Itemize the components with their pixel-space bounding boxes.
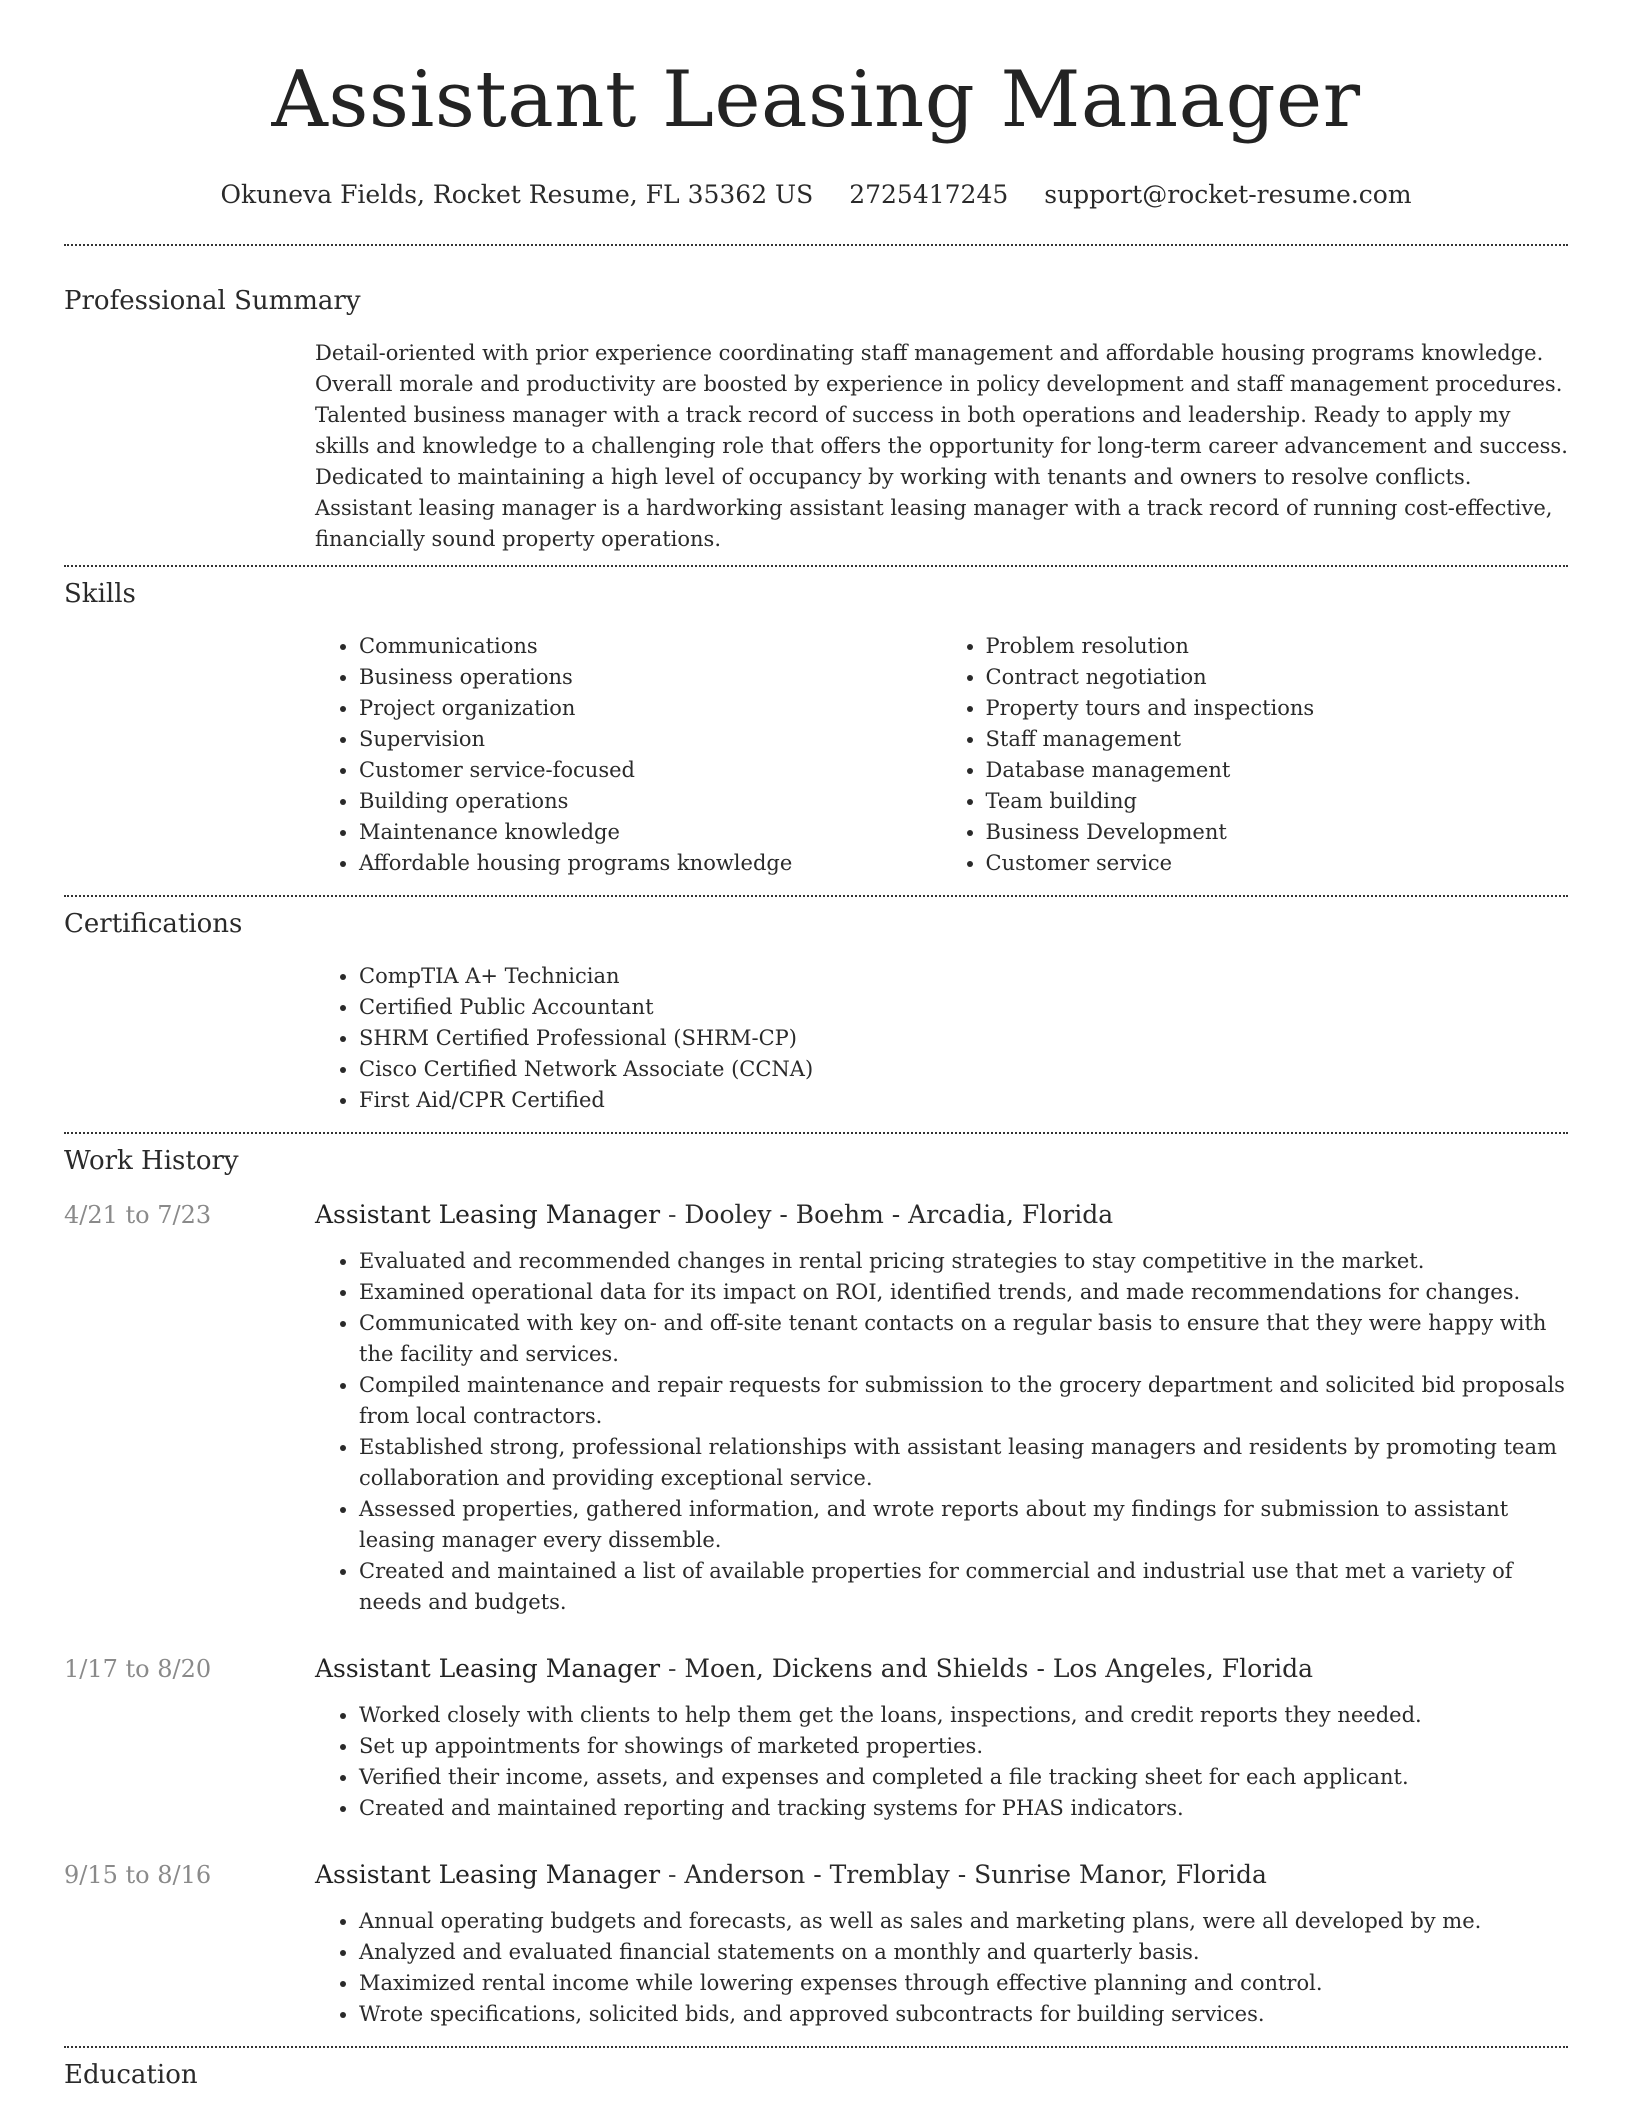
certifications-list [315, 961, 1568, 1116]
certification-item: • Cisco Certified Network Associate (CCNA) [359, 1054, 1568, 1085]
certification-item: • SHRM Certified Professional (SHRM-CP) [359, 1023, 1568, 1054]
job-bullet: • Annual operating budgets and forecasts, as well as sales and marketing plans, were all developed by me. [359, 1906, 1568, 1937]
skill-item: • Business operations [359, 662, 942, 693]
summary-text: Detail-oriented with prior experience coordinating staff management and affordable housing programs knowledge. Overall morale and productivity are boosted by experience in policy development and staff management procedures. Talented business manager with a track record of success in both operations and leadership. Ready to apply my skills and knowledge to a challenging role that offers the opportunity for long-term career advancement and success. Dedicated to maintaining a high level of occupancy by working with tenants and owners to resolve conflicts. Assistant leasing manager is a hardworking assistant leasing manager with a track record of running cost-effective, financially sound property operations. [315, 341, 1568, 551]
job-bullet: • Created and maintained a list of available properties for commercial and industrial use that met a variety of needs and budgets. [359, 1556, 1568, 1618]
education-section [64, 2048, 1568, 2092]
job-bullet: • Worked closely with clients to help them get the loans, inspections, and credit reports they needed. [359, 1700, 1568, 1731]
skills-section [64, 567, 1568, 879]
skill-item: • Supervision [359, 724, 942, 755]
job-bullet: • Analyzed and evaluated financial statements on a monthly and quarterly basis. [359, 1937, 1568, 1968]
contact-address: Okuneva Fields, Rocket Resume, FL 35362 US [220, 180, 814, 209]
job-title [315, 1198, 1568, 1232]
job-title-separator: - [667, 1860, 685, 1889]
summary-section [64, 246, 1568, 555]
skills-heading: Skills [64, 579, 136, 609]
job-bullets [315, 1700, 1568, 1824]
contact-email: support@rocket-resume.com [1044, 180, 1412, 209]
job-bullet: • Compiled maintenance and repair requests for submission to the grocery department and solicited bid proposals from local contractors. [359, 1370, 1568, 1432]
skill-item: • Contract negotiation [986, 662, 1569, 693]
job-date: 9/15 to 8/16 [64, 1861, 212, 1889]
skill-item: • Customer service [986, 848, 1569, 879]
certifications-heading: Certifications [64, 909, 243, 939]
skills-content [315, 631, 1568, 879]
skill-item: • Team building [986, 786, 1569, 817]
contact-line [64, 178, 1568, 212]
job-details [315, 1700, 1568, 1824]
job-title [315, 1652, 1568, 1686]
job-bullet: • Communicated with key on- and off-site tenant contacts on a regular basis to ensure that they were happy with the facility and services. [359, 1308, 1568, 1370]
skill-item: • Maintenance knowledge [359, 817, 942, 848]
job-role: Assistant Leasing Manager [315, 1200, 661, 1229]
job-date: 1/17 to 8/20 [64, 1655, 212, 1683]
certifications-section [64, 897, 1568, 1116]
certification-item: • CompTIA A+ Technician [359, 961, 1568, 992]
job-company-line: Moen, Dickens and Shields - Los Angeles, Florida [684, 1654, 1313, 1683]
job-bullet: • Set up appointments for showings of marketed properties. [359, 1731, 1568, 1762]
education-heading: Education [64, 2060, 198, 2090]
resume-page [64, 0, 1568, 2092]
work-history-heading: Work History [64, 1146, 239, 1176]
skill-item: • Problem resolution [986, 631, 1569, 662]
skill-item: • Database management [986, 755, 1569, 786]
job-bullet: • Examined operational data for its impact on ROI, identified trends, and made recommendations for changes. [359, 1277, 1568, 1308]
skill-item: • Communications [359, 631, 942, 662]
contact-phone: 2725417245 [849, 180, 1009, 209]
skill-item: • Project organization [359, 693, 942, 724]
skills-list-right [942, 631, 1569, 879]
summary-content [315, 338, 1568, 555]
certification-item: • First Aid/CPR Certified [359, 1085, 1568, 1116]
job-title [315, 1858, 1568, 1892]
job-date: 4/21 to 7/23 [64, 1201, 212, 1229]
certification-item: • Certified Public Accountant [359, 992, 1568, 1023]
skill-item: • Building operations [359, 786, 942, 817]
job-bullet: • Assessed properties, gathered information, and wrote reports about my findings for submission to assistant leasing manager every dissemble. [359, 1494, 1568, 1556]
certifications-content [315, 961, 1568, 1116]
job-bullets [315, 1246, 1568, 1618]
job-company-line: Dooley - Boehm - Arcadia, Florida [684, 1200, 1114, 1229]
resume-name: Assistant Leasing Manager [271, 55, 1361, 145]
job-bullet: • Established strong, professional relationships with assistant leasing managers and residents by promoting team collaboration and providing exceptional service. [359, 1432, 1568, 1494]
job-company-line: Anderson - Tremblay - Sunrise Manor, Florida [684, 1860, 1267, 1889]
job-bullet: • Maximized rental income while lowering expenses through effective planning and control. [359, 1968, 1568, 1999]
job-title-separator: - [667, 1200, 685, 1229]
job-bullet: • Evaluated and recommended changes in rental pricing strategies to stay competitive in the market. [359, 1246, 1568, 1277]
job-role: Assistant Leasing Manager [315, 1860, 661, 1889]
work-history-section [64, 1134, 1568, 2030]
skill-item: • Affordable housing programs knowledge [359, 848, 942, 879]
summary-heading: Professional Summary [64, 286, 361, 316]
job-bullet: • Created and maintained reporting and tracking systems for PHAS indicators. [359, 1793, 1568, 1824]
job-role: Assistant Leasing Manager [315, 1654, 661, 1683]
skill-item: • Business Development [986, 817, 1569, 848]
job-bullet: • Verified their income, assets, and expenses and completed a file tracking sheet for each applicant. [359, 1762, 1568, 1793]
job-entry [64, 1858, 1568, 2030]
job-entry [64, 1198, 1568, 1618]
job-bullets [315, 1906, 1568, 2030]
skill-item: • Property tours and inspections [986, 693, 1569, 724]
job-details [315, 1246, 1568, 1618]
job-bullet: • Wrote specifications, solicited bids, and approved subcontracts for building services. [359, 1999, 1568, 2030]
job-details [315, 1906, 1568, 2030]
job-title-separator: - [667, 1654, 685, 1683]
skill-item: • Customer service-focused [359, 755, 942, 786]
skill-item: • Staff management [986, 724, 1569, 755]
skills-list-left [315, 631, 942, 879]
job-entry [64, 1652, 1568, 1824]
